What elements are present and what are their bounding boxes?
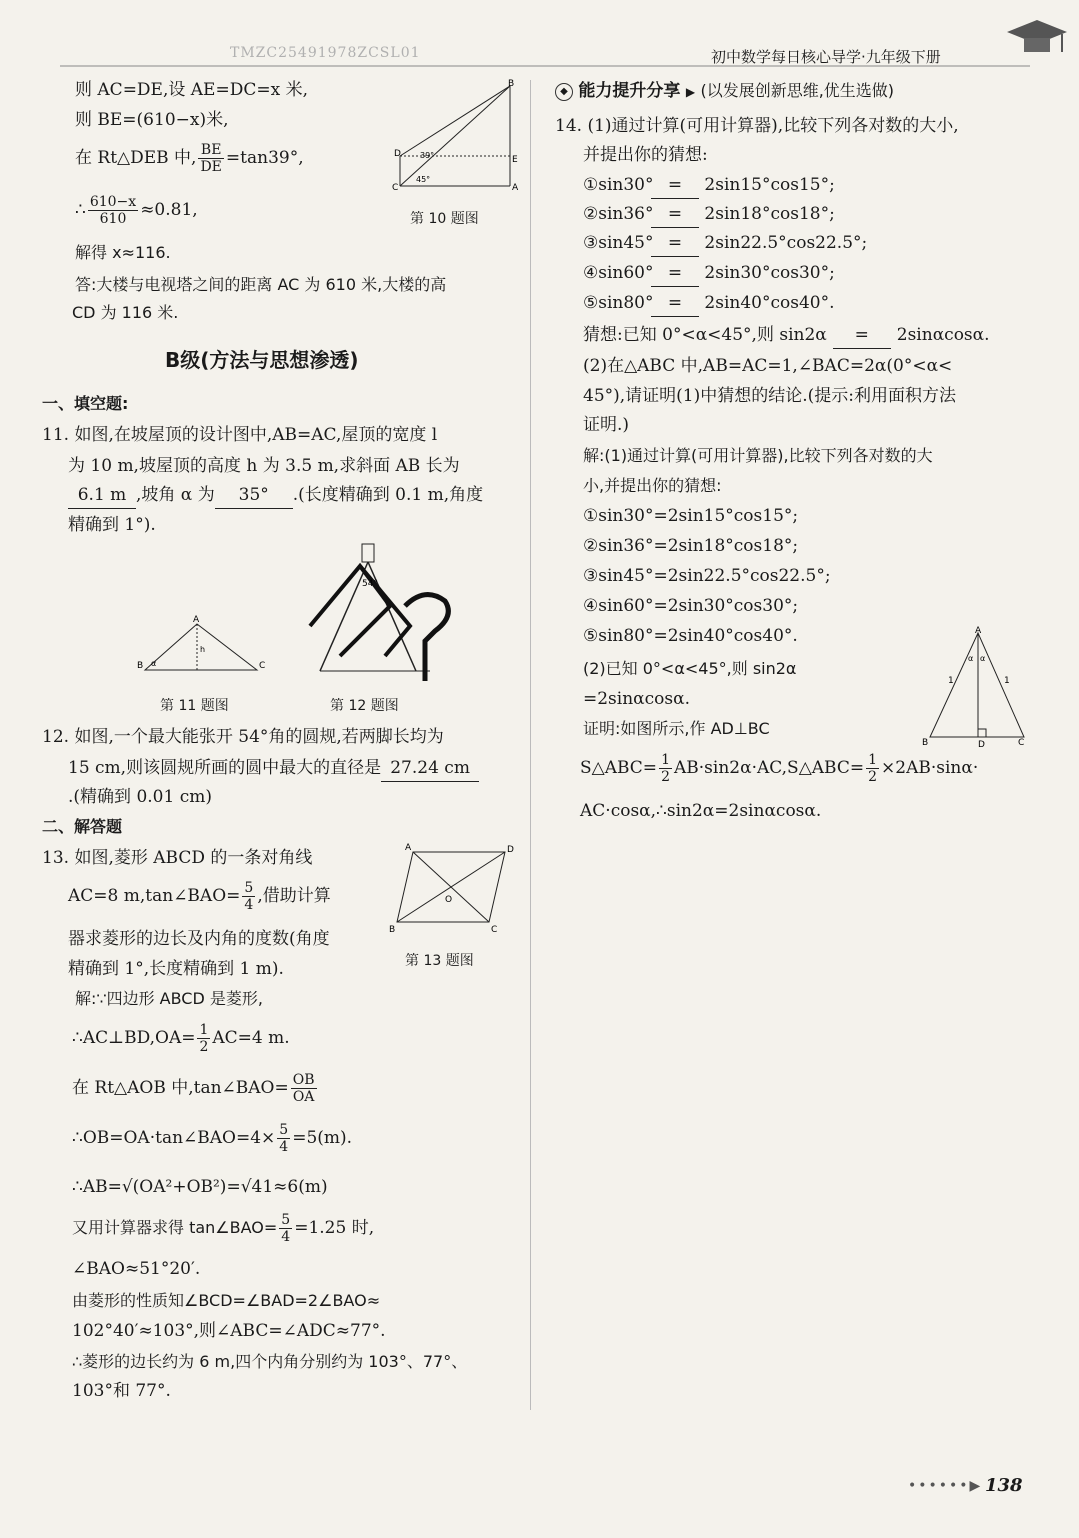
q12-line-2a: 15 cm,则该圆规所画的圆中最大的直径是	[68, 758, 382, 778]
q13-sol-frac-num: 1	[199, 1022, 209, 1038]
q13-sol-4a: ∴OB=OA·tan∠BAO=4×	[72, 1128, 276, 1148]
q13-sol-6	[72, 1210, 374, 1246]
pair-answer: =	[651, 230, 699, 257]
q13-sol-1: 解:∵四边形 ABCD 是菱形,	[75, 989, 263, 1008]
q14-line-1: 14. (1)通过计算(可用计算器),比较下列各对数的大小,	[555, 116, 959, 136]
q11-answer-length: 6.1 m	[68, 482, 136, 509]
q10-fraction	[198, 142, 223, 175]
q14-line-2: 并提出你的猜想:	[583, 145, 708, 165]
svg-text:C: C	[1018, 738, 1025, 748]
svg-text:O: O	[445, 895, 453, 905]
q14-proof-frac2-num: 1	[868, 752, 878, 768]
q11-line-2: 为 10 m,坡屋顶的高度 h 为 3.5 m,求斜面 AB 长为	[68, 456, 460, 476]
q13-fraction	[242, 880, 255, 913]
dots-decoration: ••••••▶	[908, 1478, 983, 1494]
q10-line-4b: ≈0.81,	[140, 200, 198, 220]
q13-sol-frac-2	[291, 1072, 317, 1105]
section-answer: 二、解答题	[42, 817, 123, 836]
q14-guess-a: 猜想:已知 0°<α<45°,则 sin2α	[583, 325, 827, 345]
q13-sol-3	[72, 1070, 319, 1106]
fig12-angle-label: 54°	[362, 579, 378, 589]
q13-sol-8: 由菱形的性质知∠BCD=∠BAD=2∠BAO≈	[72, 1291, 381, 1310]
q10-frac2-num: 610−x	[89, 194, 137, 210]
section-ability-header	[555, 78, 894, 105]
q14-proof-1: 证明:如图所示,作 AD⊥BC	[583, 719, 770, 738]
book-title: 初中数学每日核心导学·九年级下册	[711, 48, 941, 66]
q13-sol-frac3-num: 5	[279, 1122, 289, 1138]
svg-text:B: B	[389, 925, 396, 935]
svg-text:B: B	[922, 738, 929, 748]
svg-text:A: A	[405, 843, 412, 853]
q14-part2-line-1: (2)在△ABC 中,AB=AC=1,∠BAC=2α(0°<α<	[583, 356, 953, 376]
q11-answer-angle: 35°	[215, 482, 293, 509]
pair-answer: =	[651, 201, 699, 228]
q13-line-4: 精确到 1°,长度精确到 1 m).	[68, 959, 284, 979]
q14-pair	[583, 201, 835, 228]
q13-frac-den: 4	[244, 897, 254, 913]
pair-right: 2sin22.5°cos22.5°;	[704, 233, 868, 253]
q12-line-1: 12. 如图,一个最大能张开 54°角的圆规,若两脚长均为	[42, 727, 444, 747]
q14-guess-b: 2sinαcosα.	[896, 325, 990, 345]
q14-proof-frac-2	[866, 752, 879, 785]
page-number: 138	[985, 1475, 1023, 1496]
q13-sol-11: 103°和 77°.	[72, 1381, 171, 1401]
fig12-caption: 第 12 题图	[330, 698, 399, 714]
q10-line-7: CD 为 116 米.	[72, 303, 179, 322]
pair-right: 2sin18°cos18°;	[704, 204, 835, 224]
svg-text:A: A	[193, 615, 200, 625]
fig10-caption: 第 10 题图	[410, 211, 479, 227]
q11-line-3c: .(长度精确到 0.1 m,角度	[292, 485, 484, 505]
q11-line-3	[68, 482, 483, 509]
q14-sol-pair: ⑤sin80°=2sin40°cos40°.	[583, 626, 798, 646]
q13-frac-num: 5	[244, 880, 254, 896]
svg-text:D: D	[507, 845, 514, 855]
q13-sol-7: ∠BAO≈51°20′.	[72, 1259, 201, 1279]
q11-line-4: 精确到 1°).	[68, 515, 156, 535]
svg-text:1: 1	[1004, 676, 1010, 686]
q13-sol-frac4-num: 5	[281, 1212, 291, 1228]
pair-answer: =	[651, 172, 699, 199]
q10-line-1: 则 AC=DE,设 AE=DC=x 米,	[75, 80, 308, 100]
q14-pair	[583, 290, 834, 317]
q13-sol-frac2-num: OB	[292, 1072, 315, 1088]
q14-sol-pair: ③sin45°=2sin22.5°cos22.5°;	[583, 566, 831, 586]
pair-left: ④sin60°	[583, 263, 654, 283]
pair-right: 2sin40°cos40°.	[704, 293, 835, 313]
q14-pair	[583, 230, 867, 257]
figure-11	[135, 612, 270, 682]
q14-proof-frac1-den: 2	[661, 769, 670, 785]
q13-sol-6b: =1.25 时,	[294, 1218, 375, 1238]
q14-sol-line-2: 小,并提出你的猜想:	[583, 476, 722, 495]
q10-line-3a: 在 Rt△DEB 中,	[75, 148, 197, 168]
q14-proof-2b: AB·sin2α·AC,S△ABC=	[673, 758, 865, 778]
q10-fraction-2	[88, 194, 138, 227]
q13-line-2a: AC=8 m,tan∠BAO=	[68, 886, 241, 906]
q13-sol-4b: =5(m).	[292, 1128, 353, 1148]
q14-proof-2c: ×2AB·sinα·	[881, 758, 979, 778]
svg-text:α: α	[968, 654, 974, 663]
q13-sol-frac-4	[279, 1212, 292, 1245]
svg-text:h: h	[200, 645, 206, 654]
q10-line-4	[75, 192, 198, 228]
pair-left: ②sin36°	[583, 204, 654, 224]
figure-13	[385, 840, 520, 940]
svg-text:E: E	[512, 155, 518, 165]
svg-text:D: D	[978, 740, 985, 750]
svg-text:α: α	[151, 659, 157, 668]
q13-sol-frac2-den: OA	[292, 1089, 315, 1105]
watermark-code: TMZC25491978ZCSL01	[230, 45, 421, 61]
figure-10	[390, 78, 520, 198]
pair-left: ⑤sin80°	[583, 293, 654, 313]
q12-line-3: .(精确到 0.01 cm)	[68, 787, 212, 807]
q14-guess	[583, 322, 990, 349]
q10-therefore: ∴	[75, 200, 86, 220]
svg-text:α: α	[980, 654, 986, 663]
q13-sol-9: 102°40′≈103°,则∠ABC=∠ADC≈77°.	[72, 1321, 386, 1341]
svg-text:39°: 39°	[420, 151, 435, 160]
q11-line-1: 11. 如图,在坡屋顶的设计图中,AB=AC,屋顶的宽度 l	[42, 425, 438, 445]
column-divider	[530, 80, 531, 1410]
q14-proof-frac-1	[659, 752, 672, 785]
graduation-cap-icon	[1002, 12, 1072, 67]
q13-line-3: 器求菱形的边长及内角的度数(角度	[68, 929, 330, 949]
q14-sol-pair: ②sin36°=2sin18°cos18°;	[583, 536, 799, 556]
q10-line-2: 则 BE=(610−x)米,	[75, 110, 229, 130]
svg-text:1: 1	[948, 676, 954, 686]
q10-frac-num: BE	[198, 142, 223, 159]
q13-sol-4	[72, 1120, 352, 1156]
figure-14	[920, 625, 1030, 750]
q14-sol-pair: ④sin60°=2sin30°cos30°;	[583, 596, 799, 616]
q14-proof-frac2-den: 2	[868, 769, 878, 785]
pair-right: 2sin15°cos15°;	[704, 175, 835, 195]
level-b-heading: B级(方法与思想渗透)	[165, 348, 359, 372]
fig11-caption: 第 11 题图	[160, 698, 229, 714]
q10-line-6: 答:大楼与电视塔之间的距离 AC 为 610 米,大楼的高	[75, 275, 447, 294]
q13-sol-frac-3	[277, 1122, 290, 1155]
q14-part2-line-2: 45°),请证明(1)中猜想的结论.(提示:利用面积方法	[583, 386, 957, 406]
section-fill-blank: 一、填空题:	[42, 394, 129, 413]
svg-text:B: B	[508, 79, 515, 89]
q13-sol-5: ∴AB=√(OA²+OB²)=√41≈6(m)	[72, 1177, 328, 1197]
q13-sol-frac-den: 2	[199, 1039, 209, 1055]
q14-proof-2	[580, 750, 978, 786]
q14-part2-line-3: 证明.)	[583, 415, 630, 435]
svg-text:C: C	[392, 183, 399, 193]
pair-answer: =	[651, 260, 699, 287]
q13-line-2	[68, 878, 331, 914]
q13-sol-frac	[197, 1022, 210, 1055]
q14-proof-frac1-num: 1	[661, 752, 670, 768]
svg-text:B: B	[137, 661, 144, 671]
q14-sol-pair: ①sin30°=2sin15°cos15°;	[583, 506, 799, 526]
q13-line-1: 13. 如图,菱形 ABCD 的一条对角线	[42, 848, 313, 868]
q10-frac-den: DE	[200, 159, 222, 175]
pair-left: ①sin30°	[583, 175, 654, 195]
svg-text:C: C	[259, 661, 266, 671]
pair-right: 2sin30°cos30°;	[704, 263, 835, 283]
pair-answer: =	[651, 290, 699, 317]
q14-pair	[583, 260, 835, 287]
svg-text:C: C	[491, 925, 498, 935]
svg-text:A: A	[512, 183, 519, 193]
q14-guess-answer: =	[833, 322, 891, 349]
q12-answer: 27.24 cm	[381, 755, 479, 782]
q13-line-2b: ,借助计算	[257, 886, 331, 906]
q13-sol-10: ∴菱形的边长约为 6 m,四个内角分别约为 103°、77°、	[72, 1352, 468, 1371]
svg-text:D: D	[394, 149, 401, 159]
q13-sol-frac4-den: 4	[281, 1229, 291, 1245]
arrow-icon: ▶	[685, 85, 696, 99]
q14-proof-3: AC·cosα,∴sin2α=2sinαcosα.	[580, 801, 822, 821]
q10-frac2-den: 610	[99, 211, 127, 227]
q11-line-3b: ,坡角 α 为	[136, 485, 215, 505]
pair-left: ③sin45°	[583, 233, 654, 253]
figure-12	[300, 536, 500, 686]
section-ability-sub: (以发展创新思维,优生选做)	[700, 81, 895, 100]
q13-sol-2a: ∴AC⊥BD,OA=	[72, 1028, 196, 1048]
q13-sol-frac3-den: 4	[279, 1139, 289, 1155]
section-ability-title: 能力提升分享	[578, 81, 681, 101]
header-rule	[0, 60, 1079, 72]
q13-sol-2	[72, 1020, 290, 1056]
svg-text:45°: 45°	[416, 175, 431, 184]
q13-sol-3a: 在 Rt△AOB 中,tan∠BAO=	[72, 1078, 289, 1098]
q14-sol-line-1: 解:(1)通过计算(可用计算器),比较下列各对数的大	[583, 446, 933, 465]
q10-line-5: 解得 x≈116.	[75, 243, 171, 262]
q13-sol-2b: AC=4 m.	[212, 1028, 290, 1048]
q10-line-3	[75, 140, 304, 176]
q14-sol-p2-1: (2)已知 0°<α<45°,则 sin2α	[583, 659, 797, 678]
q12-line-2	[68, 755, 479, 782]
q13-sol-6a: 又用计算器求得 tan∠BAO=	[72, 1218, 278, 1237]
fig13-caption: 第 13 题图	[405, 953, 474, 969]
q14-sol-p2-2: =2sinαcosα.	[583, 689, 691, 709]
svg-text:A: A	[975, 626, 982, 636]
q10-line-3b: =tan39°,	[225, 148, 304, 168]
target-icon: ◆	[555, 83, 573, 101]
q14-proof-2a: S△ABC=	[580, 758, 658, 778]
q14-pair	[583, 172, 835, 199]
